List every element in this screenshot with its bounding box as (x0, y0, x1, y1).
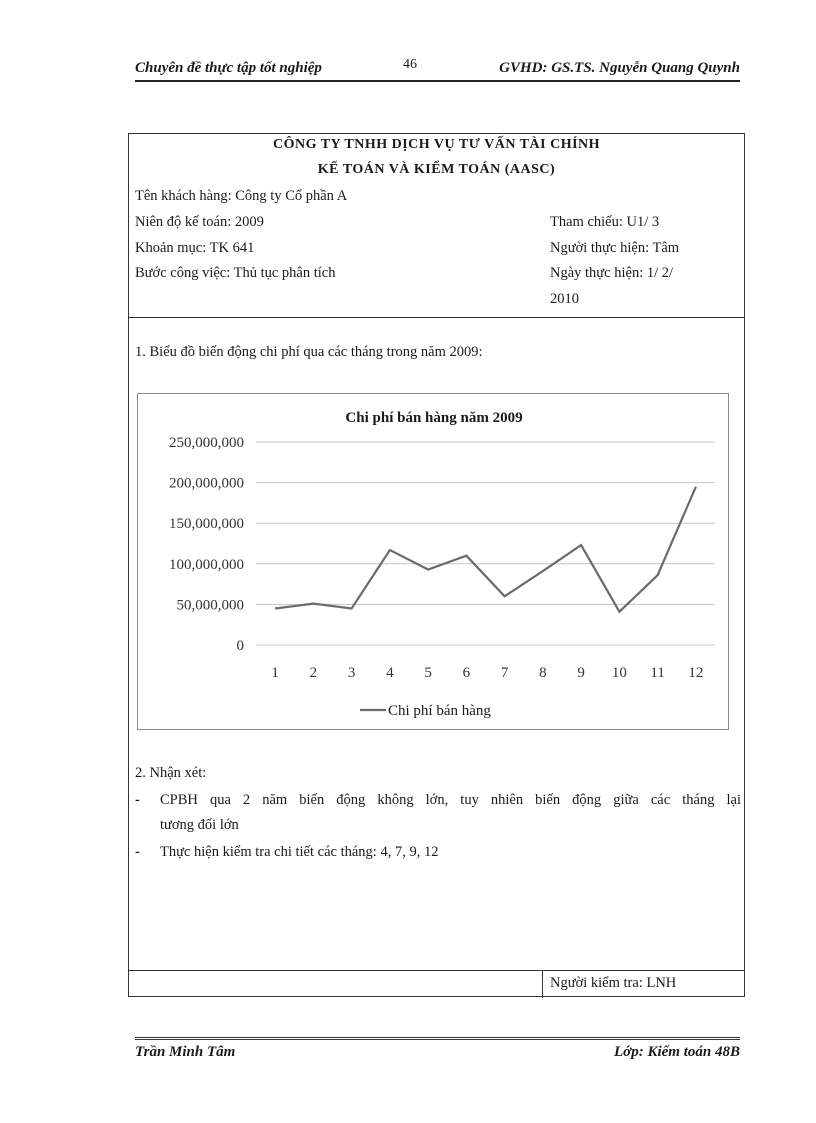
x-tick-label: 12 (688, 665, 704, 681)
page-number: 46 (403, 57, 417, 72)
x-tick-label: 8 (539, 665, 547, 681)
x-tick-label: 10 (611, 665, 627, 681)
bullet-dash: - (135, 844, 140, 860)
x-tick-label: 9 (577, 665, 585, 681)
chart-y-tick-labels (169, 435, 244, 654)
x-tick-label: 11 (650, 665, 665, 681)
y-tick-label: 100,000,000 (169, 556, 244, 573)
performed-date-year: 2010 (550, 291, 579, 307)
line-chart (138, 394, 728, 729)
chart-x-tick-labels (271, 665, 703, 681)
header-supervisor: GVHD: GS.TS. Nguyễn Quang Quynh (499, 60, 740, 76)
y-tick-label: 50,000,000 (176, 597, 244, 614)
work-step: Bước công việc: Thủ tục phân tích (135, 265, 336, 281)
x-tick-label: 5 (424, 665, 432, 681)
comment-line3: Thực hiện kiểm tra chi tiết các tháng: 4, 7, 9, 12 (160, 844, 439, 860)
comment-line2: tương đối lớn (160, 817, 239, 833)
accounting-period: Niên độ kế toán: 2009 (135, 214, 264, 230)
reviewer: Người kiểm tra: LNH (550, 975, 677, 991)
x-tick-label: 2 (309, 665, 318, 681)
section1-title: 1. Biểu đồ biến động chi phí qua các tháng trong năm 2009: (135, 344, 483, 360)
chart-gridlines (256, 442, 715, 645)
footer-class: Lớp: Kiểm toán 48B (614, 1044, 740, 1060)
performed-date: Ngày thực hiện: 1/ 2/ (550, 265, 674, 281)
performer: Người thực hiện: Tâm (550, 240, 680, 256)
chart-legend (360, 703, 491, 719)
x-tick-label: 6 (462, 665, 471, 681)
x-tick-label: 7 (500, 665, 509, 681)
legend-label: Chi phí bán hàng (388, 703, 491, 719)
series-line-chi-phi-ban-hang (275, 487, 696, 612)
chart-container (137, 393, 729, 730)
reference-code: Tham chiếu: U1/ 3 (550, 214, 660, 230)
y-tick-label: 150,000,000 (169, 516, 244, 533)
comment-line1: CPBH qua 2 năm biến động không lớn, tuy nhiên biến động giữa các tháng lại (160, 792, 741, 808)
footer-author: Trần Minh Tâm (135, 1044, 236, 1060)
y-tick-label: 250,000,000 (169, 435, 244, 451)
x-tick-label: 4 (386, 665, 394, 681)
x-tick-label: 3 (347, 665, 356, 681)
chart-title: Chi phí bán hàng năm 2009 (345, 410, 523, 426)
company-name-line1: CÔNG TY TNHH DỊCH VỤ TƯ VẤN TÀI CHÍNH (272, 137, 601, 152)
bullet-dash: - (135, 792, 140, 808)
x-tick-label: 1 (271, 665, 279, 681)
client-name: Tên khách hàng: Công ty Cổ phần A (135, 188, 348, 204)
company-name-line2: KẾ TOÁN VÀ KIỂM TOÁN (AASC) (317, 162, 556, 177)
y-tick-label: 200,000,000 (169, 475, 244, 492)
page-footer (135, 1037, 740, 1060)
footer-divider (542, 971, 543, 998)
form-header-section (129, 134, 744, 318)
y-tick-label: 0 (236, 638, 244, 654)
account-item: Khoản mục: TK 641 (135, 240, 255, 256)
form-footer-section (129, 970, 744, 997)
page-header (135, 58, 740, 82)
header-thesis-title: Chuyên đề thực tập tốt nghiệp (135, 60, 322, 76)
section2-title: 2. Nhận xét: (135, 765, 207, 781)
